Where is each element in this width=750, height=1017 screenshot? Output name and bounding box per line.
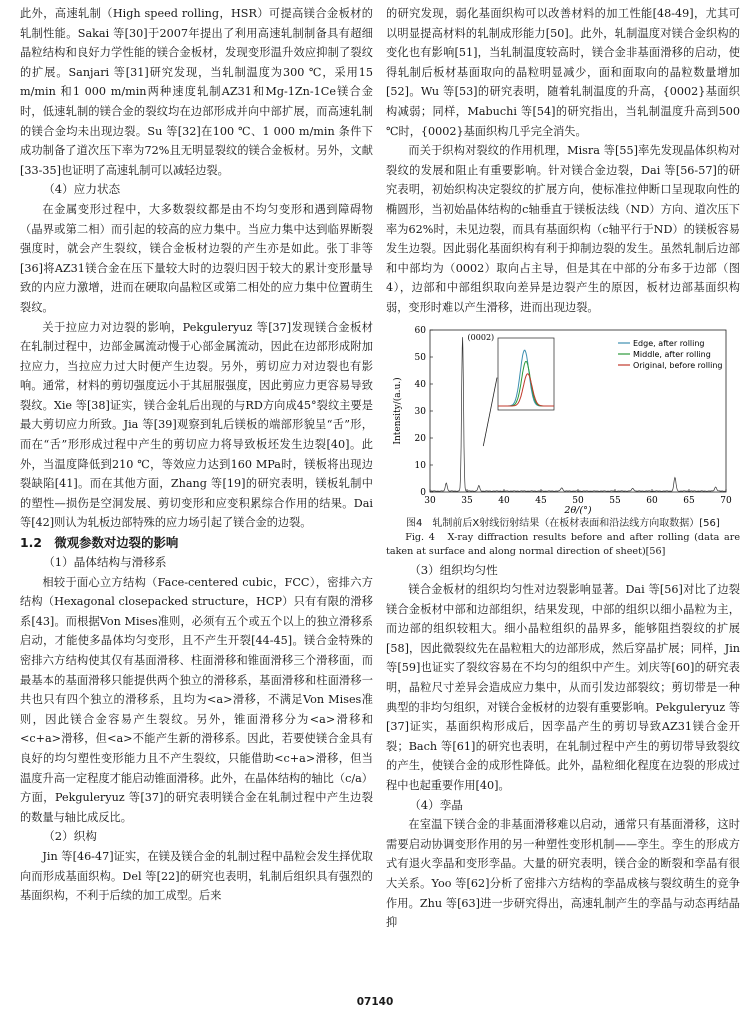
x-tick-label: 70 [720, 495, 732, 506]
x-tick-label: 55 [609, 495, 621, 506]
paragraph: 在金属变形过程中，大多数裂纹都是由不均匀变形和遇到障碍物（晶界或第二相）而引起的较高的应力集中。当应力集中达到临界断裂强度时，就会产生裂纹，镁合金板材边裂的产生亦是如此。张丁非等[36]将AZ31镁合金在压下量较大时的边裂归因于较大的累计变形量导致的内应力激增，进而在硬取向晶粒区或第二相处的应力集中位置萌生裂纹。 [20, 202, 373, 314]
left-column [20, 4, 373, 906]
page-number: 07140 [356, 996, 394, 1008]
right-column [386, 4, 740, 933]
paragraph: 的研究发现，弱化基面织构可以改善材料的加工性能[48-49]，尤其可以明显提高材料的轧制成形能力[50]。此外，轧制温度对镁合金织构的变化也有影响[51]，当轧制温度较高时，镁合金非基面滑移的启动，使得轧制后板材基面取向的晶粒明显减少，面和面取向的晶粒数量增加[52]。Wu 等[53]的研究表明，随着轧制温度的升高，{0002}基面织构减弱；同样，Mabuchi 等[54]的研究指出，当轧制温度升高到500 ℃时，{0002}基面织构几乎完全消失。 [386, 7, 740, 138]
paragraph: Jin 等[46-47]证实，在镁及镁合金的轧制过程中晶粒会发生择优取向而形成基面织构。Del 等[22]的研究也表明，轧制后组织具有强烈的基面织构，不利于后续的加工成型。后来 [20, 849, 373, 903]
inset-pointer [483, 377, 497, 446]
figure-caption-zh: 图4 轧制前后X射线衍射结果（在板材表面和沿法线方向取数据）[56] [406, 517, 720, 529]
inset-frame [498, 338, 554, 410]
y-axis-label: Intensity/(a.u.) [393, 376, 403, 445]
peak-label-0002: (0002) [467, 332, 495, 342]
x-tick-label: 60 [646, 495, 658, 506]
legend-entry-original: Original, before rolling [633, 360, 723, 370]
xrd-chart [386, 324, 740, 516]
right-column-bottom [386, 561, 740, 933]
x-tick-label: 65 [683, 495, 695, 506]
paragraph: 镁合金板材的组织均匀性对边裂影响显著。Dai 等[56]对比了边裂镁合金板材中部和边部组织，结果发现，中部的组织以细小晶粒为主，而边部的组织较粗大。细小晶粒组织的晶界多，能够阻挡裂纹的扩展[58]，因此微裂纹先在晶粒粗大的边部形成，然后穿晶扩展；同样，Jin 等[59]也证实了裂纹容易在不均匀的组织中产生。刘庆等[60]的研究表明，晶粒尺寸差异会造成应力集中，从而引发边部裂纹；剪切带是一种典型的非均匀组织，对镁合金板材的边裂有重要影响。Pekguleryuz 等[37]证实，基面织构形成后，因孪晶产生的剪切导致AZ31镁合金开裂；Bach 等[61]的研究也表明，在轧制过程中产生的剪切带导致裂纹的产生，使镁合金的成形性降低。此外，晶粒细化程度在边裂的形成过程中也起重要作用[40]。 [386, 583, 740, 793]
figure-4 [386, 324, 740, 559]
y-tick-label: 0 [420, 487, 426, 498]
paragraph: 此外，高速轧制（High speed rolling，HSR）可提高镁合金板材的轧制性能。Sakai 等[30]于2007年提出了利用高速轧制制备具有超细晶粒结构和良好力学性能的镁合金板材，发现变形温升效应抑制了裂纹的扩展。Sanjari 等[31]研究发现，当轧制温度为300 ℃，采用15 m/min 和1 000 m/min两种速度轧制AZ31和Mg-1Zn-1Ce镁合金时，低速轧制的镁合金的裂纹均在边部形成并向中部扩展，而高速轧制的镁合金均未出现边裂。Su 等[32]在100 ℃、1 000 m/min 条件下成功制备了道次压下率为72%且无明显裂纹的镁合金板材。另外，文献[33-35]也证明了高速轧制可以减轻边裂。 [20, 7, 373, 177]
y-tick-label: 20 [414, 433, 426, 444]
x-tick-label: 40 [498, 495, 510, 506]
y-tick-label: 60 [414, 325, 426, 336]
legend-entry-middle: Middle, after rolling [633, 349, 711, 359]
x-tick-label: 50 [572, 495, 584, 506]
subsection-heading: （2）织构 [43, 829, 97, 844]
subsection-heading: （4）孪晶 [409, 797, 463, 812]
y-tick-label: 50 [414, 352, 426, 363]
y-tick-label: 10 [414, 460, 426, 471]
x-tick-label: 35 [461, 495, 473, 506]
subsection-heading: （4）应力状态 [43, 182, 121, 197]
paragraph: 在室温下镁合金的非基面滑移难以启动，通常只有基面滑移，这时需要启动协调变形作用的另一种塑性变形机制——孪生。孪生的形成方式有退火孪晶和变形孪晶。大量的研究表明，镁合金的断裂和孪晶有很大关系。Yoo 等[62]分析了密排六方结构的孪晶成核与裂纹萌生的竞争作用。Zhu 等[63]进一步研究得出，高速轧制产生的孪晶与动态再结晶抑 [386, 818, 740, 930]
legend-entry-edge: Edge, after rolling [633, 338, 705, 348]
paragraph: 相较于面心立方结构（Face-centered cubic，FCC），密排六方结构（Hexagonal closepacked structure，HCP）只有有限的滑移系[43]。而根据Von Mises准则，必须有五个或五个以上的独立滑移系启动，才能使多晶体均匀变形，且不产生开裂[44-45]。镁合金特殊的密排六方结构使其仅有基面滑移、柱面滑移和锥面滑移三个滑移面，而最基本的基面滑移只能提供两个独立的滑移系，基面滑移和柱面滑移一共也只有四个独立的滑移系，且均为<a>滑移，不满足Von Mises准则，因此镁合金容易产生裂纹。另外，锥面滑移分为<a>滑移和<c+a>滑移，但<a>不能产生新的滑移系。因此，若要使镁合金具有良好的均匀塑性变形能力且不产生裂纹，只能借助<c+a>滑移，但当温度升高一定程度才能启动锥面滑移。此外，在晶体结构的轴比（c/a）方面，Pekguleryuz 等[37]的研究表明镁合金在轧制过程中产生边裂的数量与轴比成反比。 [20, 575, 373, 824]
right-column-top [386, 4, 740, 318]
x-tick-label: 30 [424, 495, 436, 506]
subsection-heading: （3）组织均匀性 [409, 562, 498, 577]
y-tick-label: 30 [414, 406, 426, 417]
paragraph: 关于拉应力对边裂的影响，Pekguleryuz 等[37]发现镁合金板材在轧制过程中，边部金属流动慢于心部金属流动，因此在边部形成附加拉应力，当拉应力过大时便产生边裂。另外，剪切应力对边裂也有影响。通常，材料的剪切强度远小于其屈服强度，因此剪应力更容易导致裂纹。Xie 等[38]证实，镁合金轧后出现的与RD方向成45°裂纹主要是最大剪切应力所致。Jia 等[39]观察到轧后镁板的端部形貌呈“舌”形，而在“舌”形形成过程中产生的剪切应力将导致板坯发生边裂[40]。此外，当温度降低到210 ℃，等效应力达到160 MPa时，镁板将出现边裂缺陷[41]。而在其他方面，Zhang 等[19]的研究表明，镁板轧制中的塑性—损伤是空洞发展、剪切变形和应变积累综合作用的结果。Dai 等[42]则认为轧板边部特殊的应力场引起了镁合金的边裂。 [20, 320, 373, 530]
subsection-heading: （1）晶体结构与滑移系 [43, 555, 167, 570]
paragraph: 而关于织构对裂纹的作用机理，Misra 等[55]率先发现晶体织构对裂纹的发展和阻止有重要影响。针对镁合金边裂，Dai 等[56-57]的研究表明，初始织构决定裂纹的扩展方向，使标准拉伸断口呈现取向性的椭圆形，当初始晶体结构的c轴垂直于镁板法线（ND）方向、道次压下率为62%时，未见边裂，而具有基面织构（c轴平行于ND）的镁板容易发生边裂。因此弱化基面织构有利于抑制边裂的发生。虽然轧制后边部和中部均为（0002）取向占主导，但是其在中部的分布多于边部（图4），边部和中部组织取向差异是边裂产生的原因，板材边部基面织构弱，变形时难以产生滑移，进而出现边裂。 [386, 144, 740, 314]
x-tick-label: 45 [535, 495, 547, 506]
figure-caption-en: Fig. 4 X-ray diffraction results before and after rolling (data are taken at surface and along normal direction of sheet)[56] [386, 531, 740, 557]
y-tick-label: 40 [414, 379, 426, 390]
section-heading: 1.2 微观参数对边裂的影响 [20, 535, 179, 551]
x-axis-label: 2θ/(°) [564, 504, 592, 516]
